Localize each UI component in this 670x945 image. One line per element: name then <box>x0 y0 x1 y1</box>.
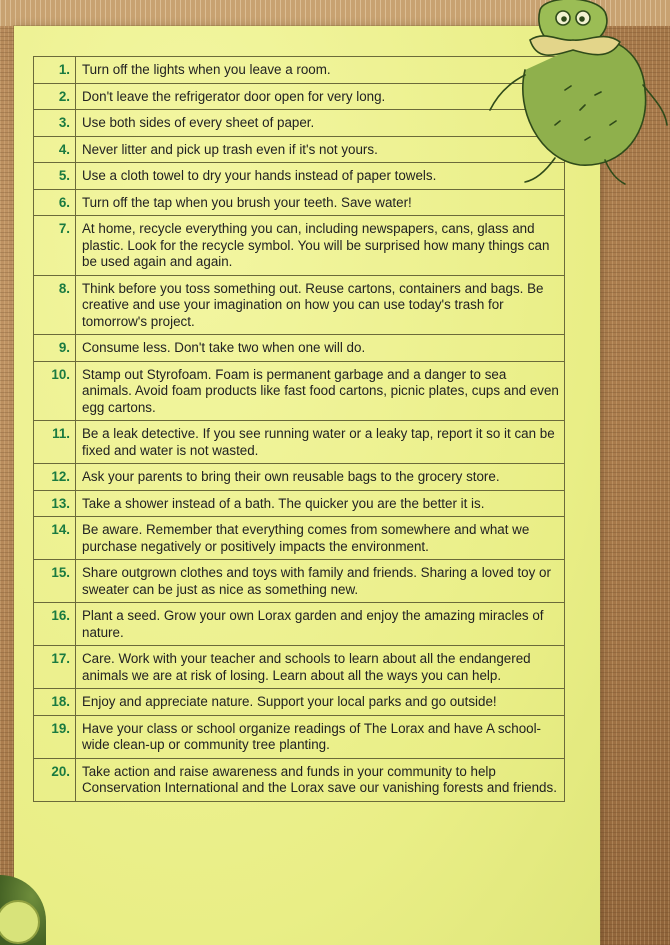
tip-text: Be aware. Remember that everything comes from somewhere and what we purchase negatively or positively impacts the environment. <box>76 517 565 560</box>
tip-number: 7. <box>34 216 76 276</box>
tip-number: 15. <box>34 560 76 603</box>
tip-number: 17. <box>34 646 76 689</box>
tip-number: 1. <box>34 57 76 84</box>
tip-text: Be a leak detective. If you see running water or a leaky tap, report it so it can be fixed and water is not wasted. <box>76 421 565 464</box>
tip-text: Care. Work with your teacher and schools to learn about all the endangered animals we are at risk of losing. Learn about all the ways you can help. <box>76 646 565 689</box>
tip-number: 4. <box>34 136 76 163</box>
tip-text: Turn off the tap when you brush your teeth. Save water! <box>76 189 565 216</box>
tip-text: Ask your parents to bring their own reusable bags to the grocery store. <box>76 464 565 491</box>
table-row <box>34 421 565 464</box>
tip-text: Take a shower instead of a bath. The quicker you are the better it is. <box>76 490 565 517</box>
tip-number: 5. <box>34 163 76 190</box>
tip-text: Plant a seed. Grow your own Lorax garden and enjoy the amazing miracles of nature. <box>76 603 565 646</box>
tip-text: Turn off the lights when you leave a room. <box>76 57 565 84</box>
table-row <box>34 689 565 716</box>
tip-number: 14. <box>34 517 76 560</box>
tip-text: Enjoy and appreciate nature. Support your local parks and go outside! <box>76 689 565 716</box>
tip-number: 19. <box>34 715 76 758</box>
table-row <box>34 275 565 335</box>
table-row <box>34 560 565 603</box>
tip-number: 20. <box>34 758 76 801</box>
tip-number: 12. <box>34 464 76 491</box>
tip-text: Don't leave the refrigerator door open for very long. <box>76 83 565 110</box>
table-row <box>34 603 565 646</box>
table-row <box>34 216 565 276</box>
table-row <box>34 758 565 801</box>
tip-text: Take action and raise awareness and funds in your community to help Conservation International and the Lorax save our vanishing forests and friends. <box>76 758 565 801</box>
table-row <box>34 517 565 560</box>
tip-text: Stamp out Styrofoam. Foam is permanent garbage and a danger to sea animals. Avoid foam products like fast food cartons, picnic plates, cups and even egg cartons. <box>76 361 565 421</box>
table-row <box>34 464 565 491</box>
table-row <box>34 715 565 758</box>
tip-number: 6. <box>34 189 76 216</box>
tip-number: 2. <box>34 83 76 110</box>
tip-number: 9. <box>34 335 76 362</box>
tip-number: 16. <box>34 603 76 646</box>
tip-text: Use a cloth towel to dry your hands instead of paper towels. <box>76 163 565 190</box>
tip-text: Use both sides of every sheet of paper. <box>76 110 565 137</box>
tip-number: 10. <box>34 361 76 421</box>
tip-number: 3. <box>34 110 76 137</box>
tip-text: At home, recycle everything you can, including newspapers, cans, glass and plastic. Look for the recycle symbol. You will be surprised how many things can be used again and again. <box>76 216 565 276</box>
tip-number: 18. <box>34 689 76 716</box>
tip-text: Never litter and pick up trash even if it's not yours. <box>76 136 565 163</box>
table-row <box>34 490 565 517</box>
tip-text: Have your class or school organize readings of The Lorax and have A school-wide clean-up or community tree planting. <box>76 715 565 758</box>
table-row <box>34 189 565 216</box>
tip-text: Consume less. Don't take two when one will do. <box>76 335 565 362</box>
lorax-illustration <box>485 0 670 190</box>
tip-text: Share outgrown clothes and toys with family and friends. Sharing a loved toy or sweater can be just as nice as something new. <box>76 560 565 603</box>
tip-number: 13. <box>34 490 76 517</box>
tip-number: 11. <box>34 421 76 464</box>
tip-number: 8. <box>34 275 76 335</box>
table-row <box>34 361 565 421</box>
tip-text: Think before you toss something out. Reuse cartons, containers and bags. Be creative and use your imagination on how you can use today's trash for tomorrow's project. <box>76 275 565 335</box>
table-row <box>34 335 565 362</box>
table-row <box>34 646 565 689</box>
